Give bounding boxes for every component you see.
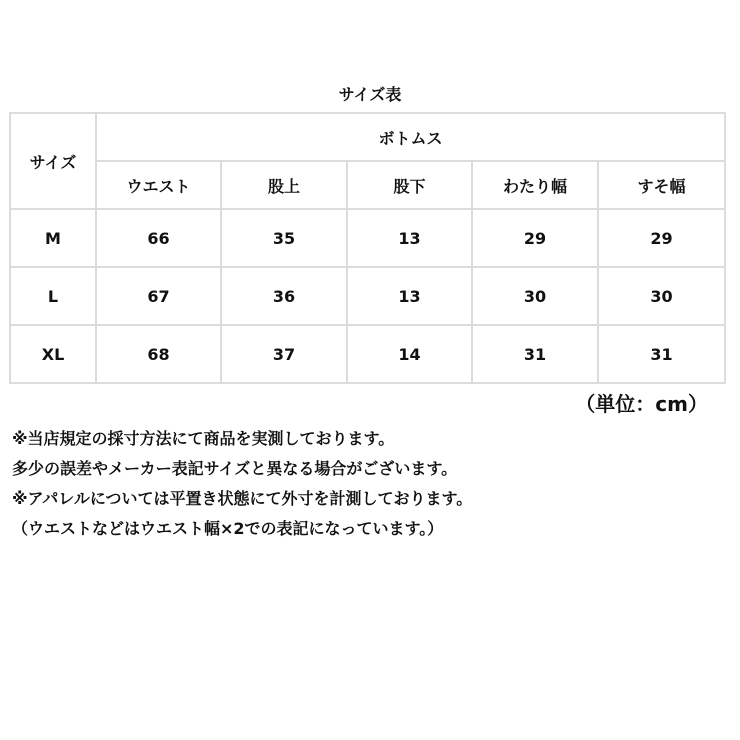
column-header-rise: 股上 [221, 161, 347, 209]
note-line: ※アパレルについては平置き状態にて外寸を計測しております。 [12, 489, 473, 508]
table-cell: 67 [96, 267, 221, 325]
table-cell: 31 [598, 325, 725, 383]
table-cell: 30 [598, 267, 725, 325]
notes-block [12, 424, 732, 544]
table-cell: 35 [221, 209, 347, 267]
size-label: XL [10, 325, 96, 383]
header-row-top [10, 113, 725, 161]
table-title: サイズ表 [338, 85, 402, 104]
size-column-header: サイズ [10, 113, 96, 209]
column-header-thigh-width: わたり幅 [472, 161, 598, 209]
table-cell: 13 [347, 267, 472, 325]
table-cell: 68 [96, 325, 221, 383]
table-cell: 29 [598, 209, 725, 267]
size-table [9, 112, 726, 384]
table-row [10, 325, 725, 383]
group-header: ボトムス [96, 113, 725, 161]
note-line: （ウエストなどはウエスト幅×2での表記になっています。） [12, 519, 444, 538]
size-label: L [10, 267, 96, 325]
table-cell: 14 [347, 325, 472, 383]
table-cell: 13 [347, 209, 472, 267]
column-header-hem-width: すそ幅 [598, 161, 725, 209]
table-row [10, 267, 725, 325]
note-line: ※当店規定の採寸方法にて商品を実測しております。 [12, 429, 395, 448]
column-header-inseam: 股下 [347, 161, 472, 209]
table-cell: 66 [96, 209, 221, 267]
table-cell: 37 [221, 325, 347, 383]
note-line: 多少の誤差やメーカー表記サイズと異なる場合がございます。 [12, 459, 458, 478]
size-label: M [10, 209, 96, 267]
table-cell: 30 [472, 267, 598, 325]
table-row [10, 209, 725, 267]
table-cell: 31 [472, 325, 598, 383]
table-cell: 36 [221, 267, 347, 325]
unit-label: （単位：cm） [575, 392, 708, 416]
column-header-waist: ウエスト [96, 161, 221, 209]
header-row-columns [10, 161, 725, 209]
table-cell: 29 [472, 209, 598, 267]
